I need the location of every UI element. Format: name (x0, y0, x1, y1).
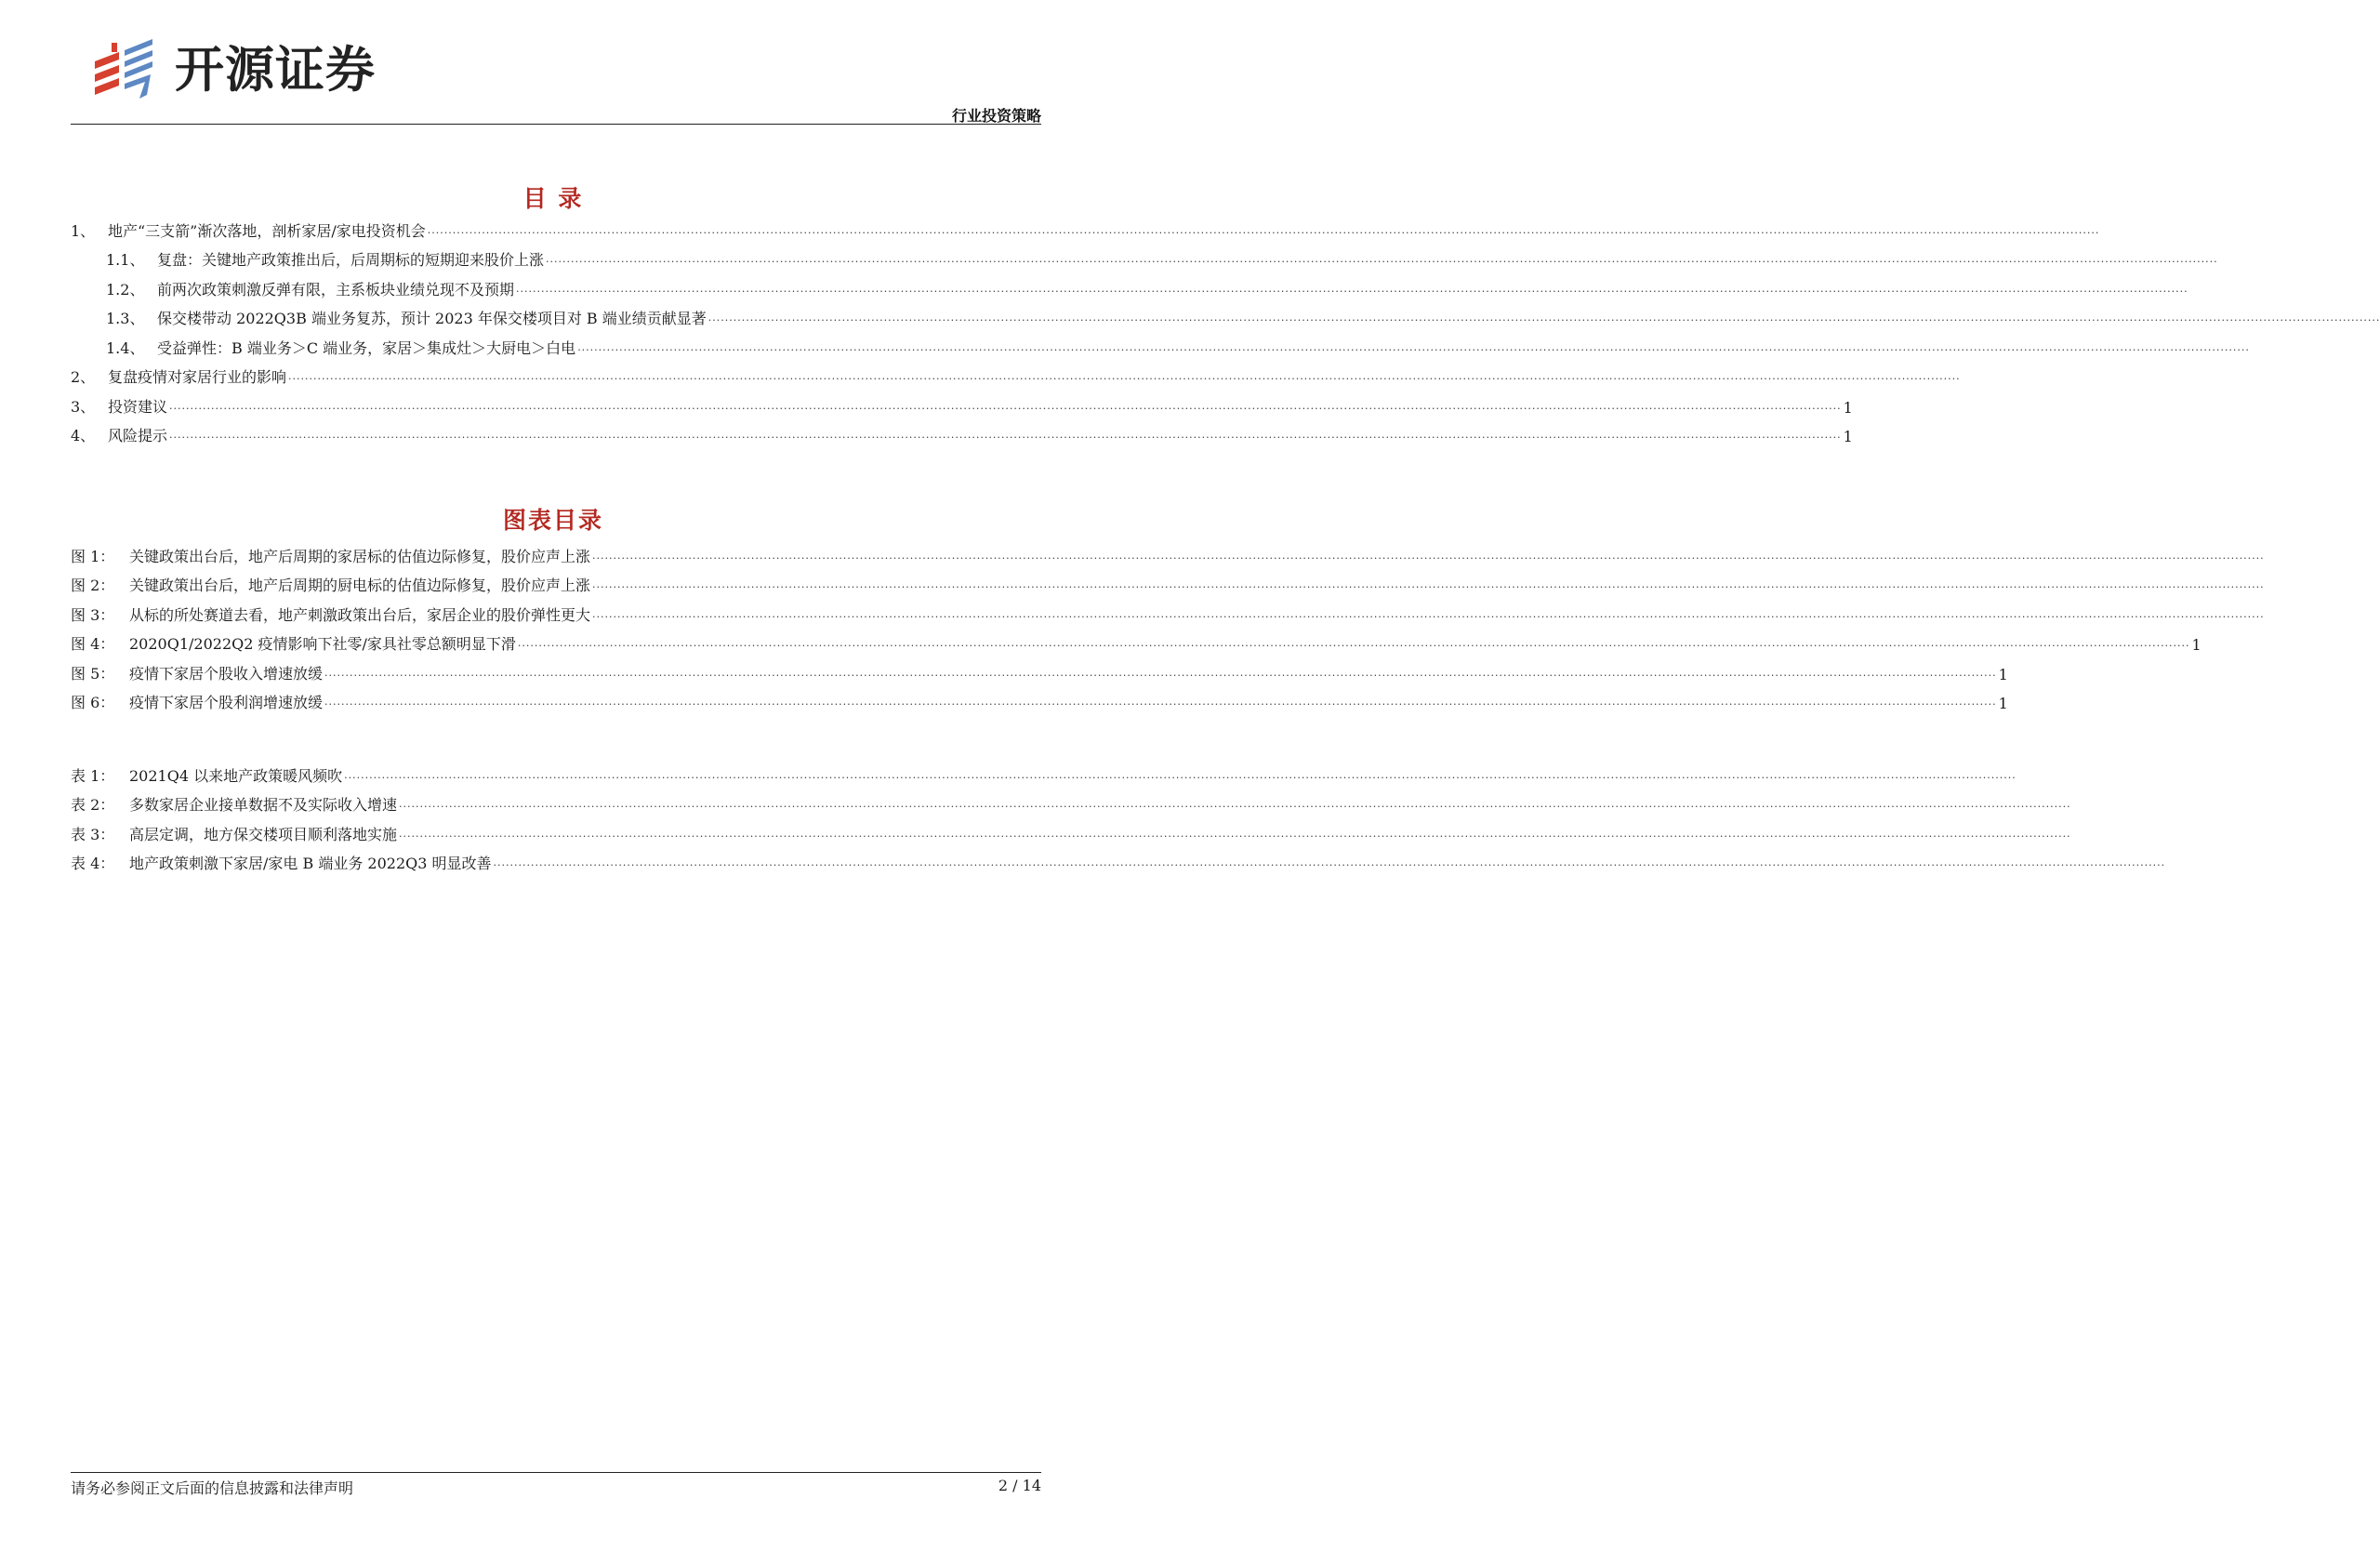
header-divider (71, 124, 1041, 125)
document-type-label: 行业投资策略 (951, 107, 1041, 125)
figure-label: 关键政策出台后，地产后周期的厨电标的估值边际修复，股价应声上涨 (129, 577, 591, 594)
dot-leader: ................................................................................................................................................................................................................................................................................................................................................................................................................ (324, 696, 1997, 708)
toc-item-label: 受益弹性：B 端业务＞C 端业务，家居＞集成灶＞大厨电＞白电 (157, 338, 576, 357)
dot-leader: ................................................................................................................................................................................................................................................................................................................................................................................................................ (399, 827, 2071, 840)
company-logo (91, 37, 376, 102)
toc-item[interactable] (71, 270, 2188, 299)
dot-leader: ................................................................................................................................................................................................................................................................................................................................................................................................................ (427, 223, 2100, 236)
toc-item-label: 复盘疫情对家居行业的影响 (108, 368, 287, 386)
table-item[interactable] (71, 844, 2166, 874)
table-label: 地产政策刺激下家居/家电 B 端业务 2022Q3 明显改善 (129, 855, 492, 872)
table-number: 表 3： (71, 825, 115, 843)
dot-leader: ................................................................................................................................................................................................................................................................................................................................................................................................................ (169, 429, 1842, 441)
toc-item-page: 1 (1843, 398, 1853, 417)
page-header (71, 33, 1041, 125)
toc-item-label: 前两次政策刺激反弹有限，主系板块业绩兑现不及预期 (157, 280, 515, 298)
figure-label: 疫情下家居个股收入增速放缓 (129, 664, 324, 683)
figure-list (71, 537, 2265, 712)
dot-leader: ................................................................................................................................................................................................................................................................................................................................................................................................................ (169, 399, 1842, 412)
table-item[interactable] (71, 756, 2016, 786)
dot-leader: ................................................................................................................................................................................................................................................................................................................................................................................................................ (707, 312, 2380, 324)
table-label: 高层定调，地方保交楼项目顺利落地实施 (129, 825, 398, 843)
table-item[interactable] (71, 815, 2071, 844)
figure-number: 图 6： (71, 694, 115, 711)
toc-item-number: 3、 (71, 397, 96, 416)
toc-item-label: 地产“三支箭”渐次落地，剖析家居/家电投资机会 (108, 221, 426, 240)
table-item[interactable] (71, 786, 2071, 816)
toc-item[interactable] (71, 328, 2250, 358)
toc-item-number: 1、 (71, 221, 96, 240)
table-number: 表 2： (71, 796, 115, 814)
toc-item-number: 1.2、 (106, 280, 145, 298)
toc-item-number: 1.1、 (106, 251, 145, 269)
figure-item[interactable] (71, 654, 2008, 683)
figure-number: 图 4： (71, 635, 115, 653)
figure-number: 图 3： (71, 605, 115, 624)
toc-list (71, 211, 2380, 445)
figure-label: 关键政策出台后，地产后周期的家居标的估值边际修复，股价应声上涨 (129, 547, 591, 565)
figure-page: 1 (1998, 665, 2008, 683)
dot-leader: ................................................................................................................................................................................................................................................................................................................................................................................................................ (324, 666, 1997, 679)
toc-item-number: 1.3、 (106, 310, 145, 327)
dot-leader: ................................................................................................................................................................................................................................................................................................................................................................................................................ (493, 856, 2166, 869)
figure-item[interactable] (71, 566, 2265, 596)
toc-item-label: 复盘：关键地产政策推出后，后周期标的短期迎来股价上涨 (157, 251, 545, 269)
footer-disclaimer: 请务必参阅正文后面的信息披露和法律声明 (71, 1479, 354, 1497)
figure-label: 疫情下家居个股利润增速放缓 (129, 694, 324, 711)
table-number: 表 1： (71, 766, 115, 785)
figure-item[interactable] (71, 595, 2265, 625)
figure-label: 2020Q1/2022Q2 疫情影响下社零/家具社零总额明显下滑 (129, 635, 516, 653)
toc-item-number: 2、 (71, 368, 96, 386)
toc-item-label: 风险提示 (108, 427, 168, 444)
toc-item[interactable] (71, 299, 2380, 329)
figure-page: 1 (1998, 695, 2008, 712)
figure-item[interactable] (71, 537, 2265, 566)
figure-item[interactable] (71, 625, 2202, 655)
footer-page-number: 2 / 14 (998, 1477, 1041, 1494)
figure-label: 从标的所处赛道去看，地产刺激政策出台后，家居企业的股价弹性更大 (129, 605, 591, 624)
figure-number: 图 1： (71, 547, 115, 565)
dot-leader: ................................................................................................................................................................................................................................................................................................................................................................................................................ (592, 607, 2265, 620)
toc-title: 目 录 (522, 185, 584, 212)
dot-leader: ................................................................................................................................................................................................................................................................................................................................................................................................................ (516, 282, 2188, 295)
toc-item-number: 1.4、 (106, 338, 145, 357)
figure-list-title: 图表目录 (502, 507, 603, 534)
table-number: 表 4： (71, 855, 115, 872)
dot-leader: ................................................................................................................................................................................................................................................................................................................................................................................................................ (288, 370, 1961, 382)
toc-item[interactable] (71, 211, 2100, 241)
table-label: 2021Q4 以来地产政策暖风频吹 (129, 766, 343, 785)
figure-item[interactable] (71, 683, 2008, 713)
dot-leader: ................................................................................................................................................................................................................................................................................................................................................................................................................ (577, 340, 2250, 353)
figure-page: 1 (2191, 636, 2202, 654)
company-name: 开源证券 (175, 41, 376, 99)
toc-item-page: 1 (1843, 428, 1853, 445)
dot-leader: ................................................................................................................................................................................................................................................................................................................................................................................................................ (517, 637, 2190, 649)
toc-item[interactable] (71, 358, 1961, 388)
dot-leader: ................................................................................................................................................................................................................................................................................................................................................................................................................ (592, 578, 2265, 590)
toc-item-label: 保交楼带动 2022Q3B 端业务复苏，预计 2023 年保交楼项目对 B 端业绩贡献显著 (157, 310, 707, 327)
figure-number: 图 2： (71, 577, 115, 594)
dot-leader: ................................................................................................................................................................................................................................................................................................................................................................................................................ (592, 549, 2265, 562)
toc-item-label: 投资建议 (108, 397, 168, 416)
figure-number: 图 5： (71, 664, 115, 683)
toc-item[interactable] (71, 387, 1853, 417)
table-label: 多数家居企业接单数据不及实际收入增速 (129, 796, 398, 814)
dot-leader: ................................................................................................................................................................................................................................................................................................................................................................................................................ (546, 253, 2218, 265)
logo-mark-icon (91, 37, 158, 102)
table-list (71, 756, 2166, 873)
dot-leader: ................................................................................................................................................................................................................................................................................................................................................................................................................ (399, 798, 2071, 810)
dot-leader: ................................................................................................................................................................................................................................................................................................................................................................................................................ (344, 768, 2016, 781)
footer-divider (71, 1472, 1041, 1473)
toc-item[interactable] (71, 241, 2218, 271)
toc-item-number: 4、 (71, 427, 96, 444)
toc-item[interactable] (71, 417, 1853, 446)
